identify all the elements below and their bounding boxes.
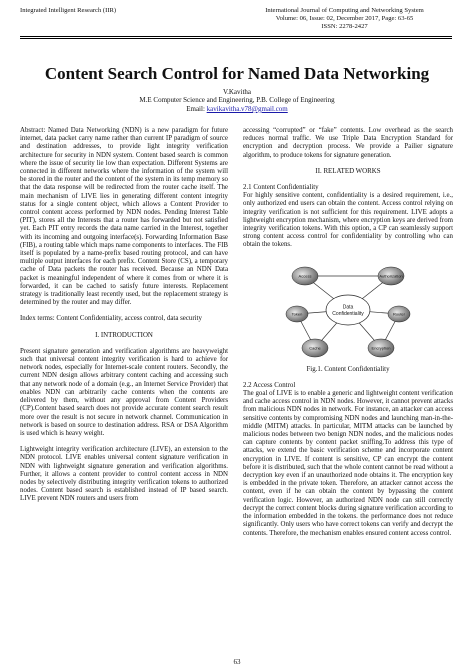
- paper-title: Content Search Control for Named Data Networking: [44, 64, 430, 83]
- intro-paragraph-2: Lightweight integrity verification architecture (LIVE), an extension to the NDN protocol. LIVE enables universal content signature verification in NDN with lightweight signature generation and verification algorithms. Further, it allows a content provider to control content access in NDN nodes by selectively distributing integrity verification tokens to authorized nodes. Content based search is established instead of IP based search. LIVE prevent NDN routers and users from: [20, 446, 228, 503]
- access-control-text: The goal of LIVE is to enable a generic and lightweight content verification and cache access control in NDN nodes. However, it cannot prevent attacks from malicious NDN nodes in network. For instance, an attacker can access sensitive contents by compromising NDN nodes and launching man-in-the-middle (MITM) attacks. In particular, MITM attacks can be launched by malicious nodes between two benign NDN nodes, and the malicious nodes can capture contents by content packet sniffing.To address this type of attacks, we extend the basic verification scheme and incorporate content encryption in LIVE. If content is sensitive, CP can encrypt the content before it is distributed, such that the whole content cannot be read without a decryption key even if an unauthorized node obtains it. The encryption key is embedded in the private token. Therefore, an attacker cannot access the content, even if he can obtain the content by bypassing the content verification logic. However, an authorized NDN node can still correctly decrypt the correct content blocks during signature verification according to the information embedded in the tokens. the performance does not reduce significantly. Only users who have correct tokens can verify and decrypt the contents. Therefore, the mechanism enables ensured content access control.: [243, 390, 453, 537]
- author-email-link[interactable]: kavikavitha.v78@gmail.com: [206, 104, 288, 113]
- author-affiliation: M.E Computer Science and Engineering, P.B. College of Engineering: [139, 96, 335, 105]
- page-number: 63: [233, 658, 241, 666]
- section-heading-related-works: II. RELATED WORKS: [315, 167, 381, 175]
- section-heading-introduction: I. INTRODUCTION: [95, 331, 153, 339]
- journal-info: [237, 7, 452, 31]
- journal-publisher: Integrated Intelligent Research (IIR): [20, 7, 117, 14]
- right-column: [243, 127, 453, 538]
- node-label-token: Token: [291, 311, 303, 317]
- content-confidentiality-text: For highly sensitive content, confidentiality is a desired requirement, i.e., only authorized end users can obtain the content. Access control relying on integrity verification is not sufficient for this requirement. LIVE adopts a lightweight encryption mechanism, where encryption keys are derived from integrity verification tokens. With this option, a CP can seamlessly support strong content access control for confidentiality by controlling who can obtain the tokens.: [243, 192, 453, 249]
- header-divider-top: [20, 36, 452, 37]
- subsection-heading-access-control: 2.2 Access Control: [243, 381, 296, 389]
- node-label-authorization: Authorization: [379, 273, 403, 279]
- node-label-encryption: Encryption: [371, 345, 391, 351]
- center-label-line1: Data: [342, 304, 354, 311]
- center-label-line2: Confidentiality: [332, 310, 364, 317]
- journal-volume: Volume: 06, Issue: 02, December 2017, Page: 63-65: [275, 15, 414, 23]
- author-name: V.Kavitha: [222, 88, 252, 96]
- abstract: Abstract: Named Data Networking (NDN) is a new paradigm for future internet, data packet carry name rather than current IP paradigm of source and destination addresses, to provide light integrity verification architecture for security in NDN system. Content based search is common where the issue of security lie low than expectation. Different Systems are connected in different networks where the information of the system will be stored in the router and the content of the system in its temp memory so that the data response will be redirected from the router cache itself. The main mechanism of LIVE lies in generating different content integrity status for a single content object, which allows a Content Provider to control content access performed by NDN nodes. Pending Interest Table (PIT), stores all the Interests that a router has forwarded but not satisfied yet. Each PIT entry records the data name carried in the Interest, together with its incoming and outgoing interface(s). Forwarding Information Base (FIB), a routing table which maps name components to interfaces. The FIB itself is populated by a name-prefix based routing protocol, and can have multiple output interfaces for each prefix. Content Store (CS), a temporary cache of Data packets the router has received. Because an NDN Data packet is meaningful independent of where it comes from or where it is forwarded, it can be cached to satisfy future interests. Replacement strategy is traditionally least recently used, but the replacement strategy is determined by the router and may differ.: [20, 127, 228, 307]
- node-label-cache: Cache: [309, 345, 321, 351]
- figure-content-confidentiality: [283, 256, 413, 364]
- node-label-router: Router: [392, 311, 406, 317]
- journal-issn: ISSN: 2278-2427: [321, 23, 368, 31]
- figure-diagram: [283, 256, 413, 364]
- figure-caption: Fig.1. Content Confidentiality: [306, 365, 390, 373]
- intro-paragraph-1: Present signature generation and verification algorithms are heavyweight such that universal content integrity verification is hard to achieve for network nodes, especially for Internet-scale content routers. Secondly, the current NDN design allows arbitrary content caching and accessing such that any network node of a domain (e.g., an Internet Service Provider) that enables NDN can arbitrarily cache contents when the contents are delivered by them, without any approval from Content Providers (CP).Content based search does not provide accurate content search result more over the result is not secure in network channel. Communication in network is based on source to destination address. RSA or DSA Algorithm is used which is heavy weight.: [20, 347, 228, 437]
- header-divider-bottom: [20, 38, 452, 39]
- index-terms: Index terms: Content Confidentiality, access control, data security: [20, 315, 202, 323]
- left-column: [20, 127, 228, 504]
- subsection-heading-content-confidentiality: 2.1 Content Confidentiality: [243, 184, 319, 192]
- author-email-line: [0, 105, 474, 113]
- journal-name: International Journal of Computing and Networking System: [265, 7, 424, 14]
- author-block: [0, 88, 474, 113]
- node-label-access: Access: [298, 273, 312, 279]
- intro-continuation: accessing “corrupted” or “fake” contents. Low overhead as the search reduces normal traffic. We use Triple Data Encryption Standard for encryption and decryption process. We provide a Pailier signature algorithm, to produce tokens for signature generation.: [243, 127, 453, 159]
- email-label: Email:: [186, 104, 205, 113]
